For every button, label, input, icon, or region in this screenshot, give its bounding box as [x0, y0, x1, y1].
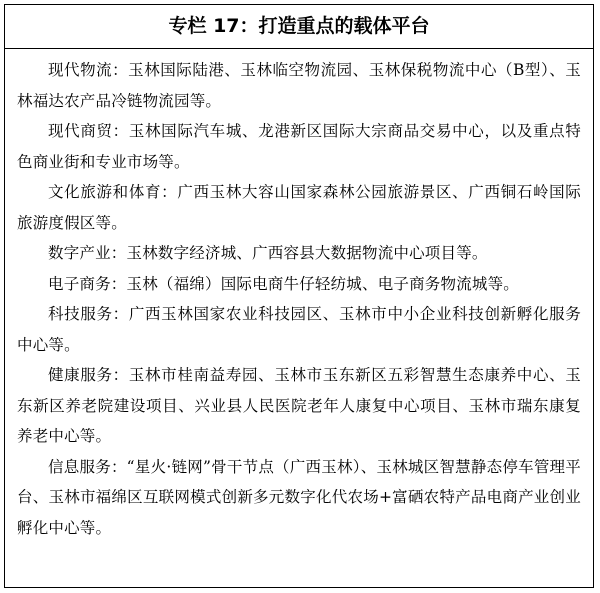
paragraph-ecommerce: 电子商务：玉林（福绵）国际电商牛仔轻纺城、电子商务物流城等。 [48, 274, 520, 293]
feature-box [4, 4, 594, 588]
box-body [5, 49, 593, 543]
paragraph-tech-services: 科技服务：广西玉林国家农业科技园区、玉林市中小企业科技创新孵化服务中心等。 [17, 305, 581, 354]
paragraph-logistics: 现代物流：玉林国际陆港、玉林临空物流园、玉林保税物流中心（B型）、玉林福达农产品冷链物流园等。 [17, 61, 581, 110]
paragraph-health-services: 健康服务：玉林市桂南益寿园、玉林市玉东新区五彩智慧生态康养中心、玉东新区养老院建设项目、兴业县人民医院老年人康复中心项目、玉林市瑞东康复养老中心等。 [17, 366, 581, 445]
paragraph-tourism-sports: 文化旅游和体育：广西玉林大容山国家森林公园旅游景区、广西铜石岭国际旅游度假区等。 [17, 183, 581, 232]
paragraph-info-services: 信息服务：“星火·链网”骨干节点（广西玉林）、玉林城区智慧静态停车管理平台、玉林市福绵区互联网模式创新多元数字化代农场+富硒农特产品电商产业创业孵化中心等。 [17, 457, 581, 537]
paragraph-digital-industry: 数字产业：玉林数字经济城、广西容县大数据物流中心项目等。 [48, 244, 488, 262]
paragraph-commerce: 现代商贸：玉林国际汽车城、龙港新区国际大宗商品交易中心，以及重点特色商业街和专业市场等。 [17, 122, 581, 171]
box-title: 专栏 17：打造重点的载体平台 [5, 5, 593, 49]
